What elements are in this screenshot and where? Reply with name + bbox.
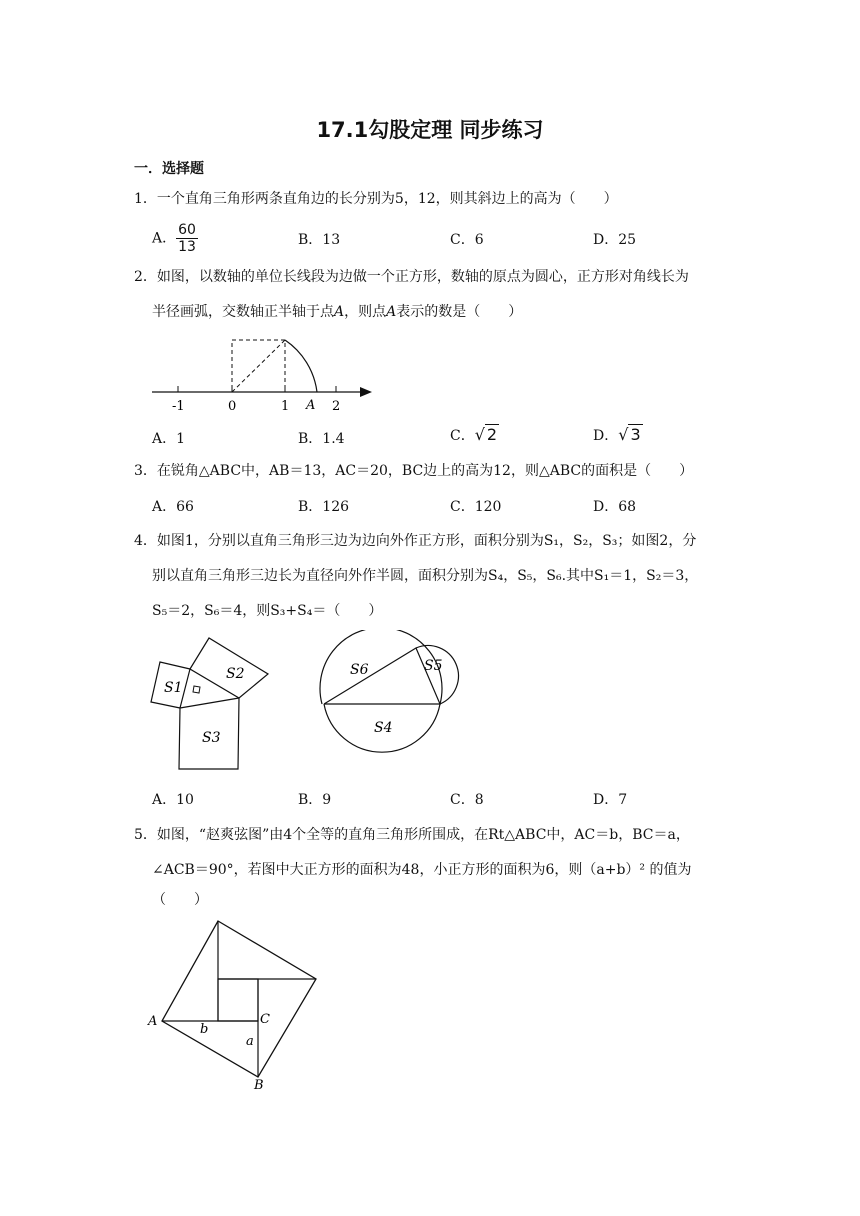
inner-square	[218, 979, 258, 1021]
q4-option-d: D．7	[593, 792, 628, 808]
question-2-line2	[152, 295, 522, 330]
q3-option-a: A．66	[152, 499, 194, 515]
question-4-line3: S₅＝2，S₆＝4，则S₃+S₄＝（ ）	[152, 603, 383, 619]
q2-option-d-label: D．	[593, 428, 619, 444]
point-c-label: C	[260, 1012, 270, 1027]
q1-option-c: C．6	[450, 232, 484, 248]
sqrt-icon: √ 2	[474, 425, 498, 444]
label-s6: S6	[350, 662, 369, 678]
q1-option-a-label: A．	[152, 230, 177, 247]
semicircle-s5	[416, 646, 458, 704]
point-a-label: A	[148, 1014, 158, 1029]
q4-option-c: C．8	[450, 792, 484, 808]
q2-option-d	[593, 425, 643, 445]
q2-text-part: ，则点	[344, 304, 387, 320]
question-5-line1: 5．如图，“赵爽弦图”由4个全等的直角三角形所围成，在Rt△ABC中，AC＝b，BC＝a，	[134, 827, 690, 843]
q3-option-c: C．120	[450, 499, 502, 515]
label-s5: S5	[424, 658, 443, 674]
tick-label: -1	[172, 399, 185, 414]
question-4-line1: 4．如图1，分别以直角三角形三边为边向外作正方形，面积分别为S₁，S₂，S₃；如图2，分	[134, 533, 697, 549]
q1-option-b: B．13	[298, 232, 341, 248]
arc	[285, 340, 317, 392]
q2-option-c	[450, 425, 499, 445]
side-b-label: b	[200, 1022, 209, 1037]
radicand: 3	[630, 425, 641, 444]
question-5-line2: ∠ACB＝90°，若图中大正方形的面积为48，小正方形的面积为6，则（a+b）² 的值为	[152, 862, 692, 878]
q2-option-b: B．1.4	[298, 431, 345, 447]
label-s2: S2	[226, 666, 245, 682]
figure-2-semicircles	[312, 630, 462, 760]
question-4-line2: 别以直角三角形三边长为直径向外作半圆，面积分别为S₄，S₅，S₆.其中S₁＝1，S₂＝3，	[152, 568, 699, 584]
label-s3: S3	[202, 730, 221, 746]
square-diagonal	[232, 340, 285, 392]
side-a-label: a	[246, 1034, 254, 1049]
q3-option-d: D．68	[593, 499, 637, 515]
label-s1: S1	[164, 680, 183, 696]
label-s4: S4	[374, 720, 393, 736]
q1-option-a	[152, 222, 198, 255]
question-2-line1: 2．如图，以数轴的单位长线段为边做一个正方形，数轴的原点为圆心，正方形对角线长为	[134, 269, 689, 285]
point-a-label: A	[306, 398, 316, 413]
q2-option-c-label: C．	[450, 428, 475, 444]
fraction-numerator: 60	[178, 222, 196, 238]
radicand: 2	[486, 425, 498, 444]
tick-label: 1	[281, 399, 290, 414]
q3-option-b: B．126	[298, 499, 350, 515]
q2-text-part: 表示的数是（ ）	[396, 304, 523, 320]
right-angle-icon	[193, 686, 200, 693]
tick-label: 2	[332, 399, 341, 414]
point-b-label: B	[254, 1078, 264, 1093]
q2-option-a: A．1	[152, 431, 186, 447]
question-3-text: 3．在锐角△ABC中，AB＝13，AC＝20，BC边上的高为12，则△ABC的面积是（ ）	[134, 463, 694, 479]
question-1-text: 1．一个直角三角形两条直角边的长分别为5，12，则其斜边上的高为（ ）	[134, 191, 618, 207]
question-5-line3: （ ）	[152, 892, 208, 908]
zhao-shuang-figure	[144, 915, 324, 1095]
fraction	[176, 222, 198, 255]
page-title: 17.1勾股定理 同步练习	[316, 118, 544, 142]
q2-text-part: 半径画弧，交数轴正半轴于点	[152, 304, 334, 320]
q2-point-a: A	[386, 304, 397, 320]
q2-point-a: A	[334, 304, 345, 320]
q1-option-d: D．25	[593, 232, 637, 248]
tick-label: 0	[228, 399, 237, 414]
sqrt-icon: √ 3	[618, 425, 641, 444]
number-line-figure	[148, 330, 378, 415]
outer-square	[162, 921, 316, 1077]
fraction-denominator: 13	[178, 239, 196, 255]
q4-option-b: B．9	[298, 792, 332, 808]
right-triangle	[324, 648, 440, 704]
section-heading: 一．选择题	[134, 161, 204, 177]
arrow-icon	[360, 387, 372, 397]
figure-1-squares	[148, 636, 273, 776]
q4-option-a: A．10	[152, 792, 194, 808]
